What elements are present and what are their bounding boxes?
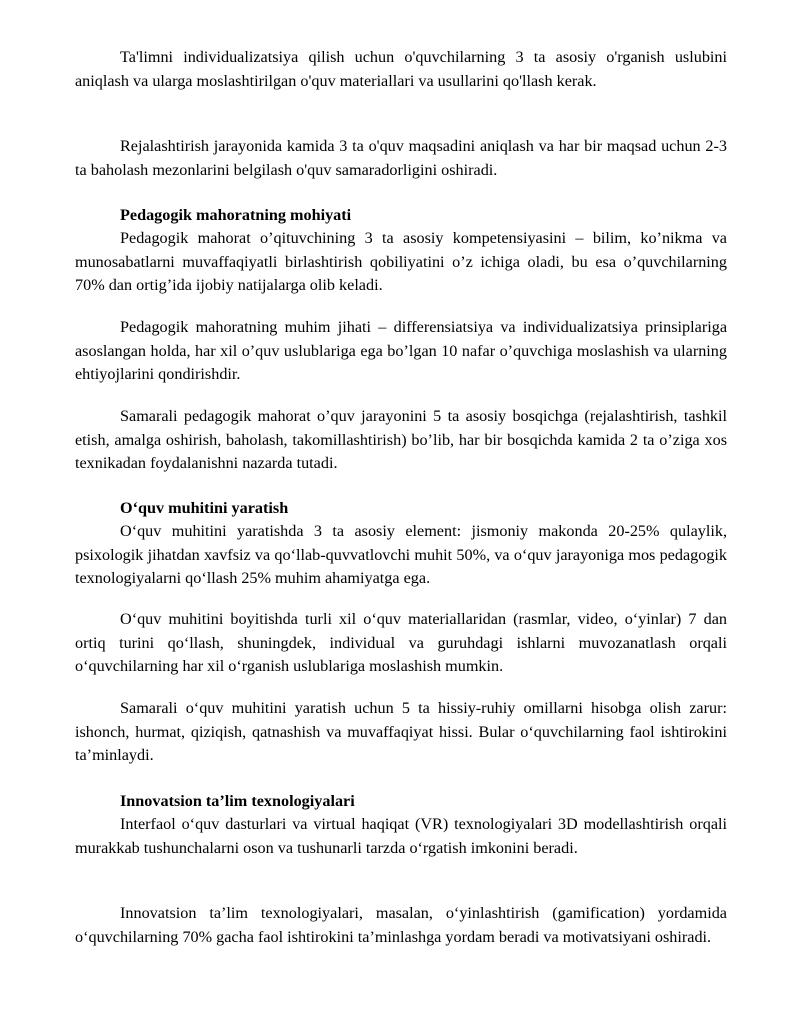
paragraph-mastery-differentiation: Pedagogik mahoratning muhim jihati – differensiatsiya va individualizatsiya prinsiplariga asoslangan holda, har xil o’quv uslublariga ega bo’lgan 10 nafar o’quvchiga moslashish va ularning ehtiyojlarini qondirishdir.	[75, 318, 727, 383]
paragraph-environment-materials: O‘quv muhitini boyitishda turli xil o‘quv materiallaridan (rasmlar, video, o‘yinlar) 7 dan ortiq turini qo‘llash, shuningdek, individual va guruhdagi ishlarni muvozanatlash orqali o‘quvchilarning har xil o‘rganish uslublariga moslashish mumkin.	[75, 610, 727, 675]
paragraph-individualization: Ta'limni individualizatsiya qilish uchun o'quvchilarning 3 ta asosiy o'rganish uslubini aniqlash va ularga moslashtirilgan o'quv materiallari va usullarini qo'llash kerak.	[75, 48, 727, 90]
paragraph-environment-elements: O‘quv muhitini yaratishda 3 ta asosiy element: jismoniy makonda 20-25% qulaylik, psixologik jihatdan xavfsiz va qo‘llab-quvvatlovchi muhit 50%, va o‘quv jarayoniga mos pedagogik texnologiyalarni qo‘llash 25% muhim ahamiyatga ega.	[75, 522, 727, 587]
heading-pedagogical-mastery: Pedagogik mahoratning mohiyati	[120, 206, 352, 224]
heading-innovative-technologies: Innovatsion ta’lim texnologiyalari	[120, 792, 355, 810]
paragraph-mastery-stages: Samarali pedagogik mahorat o’quv jarayonini 5 ta asosiy bosqichga (rejalashtirish, tashkil etish, amalga oshirish, baholash, takomillashtirish) bo’lib, har bir bosqichda kamida 2 ta o’ziga xos texnikadan foydalanishni nazarda tutadi.	[75, 407, 727, 472]
heading-learning-environment: O‘quv muhitini yaratish	[120, 499, 289, 517]
paragraph-technologies-vr: Interfaol o‘quv dasturlari va virtual haqiqat (VR) texnologiyalari 3D modellashtirish orqali murakkab tushunchalarni oson va tushunarli tarzda o‘rgatish imkonini beradi.	[75, 815, 727, 857]
paragraph-mastery-competencies: Pedagogik mahorat o’qituvchining 3 ta asosiy kompetensiyasini – bilim, ko’nikma va munosabatlarni muvaffaqiyatli birlashtirish qobiliyatini o’z ichiga oladi, bu esa o’quvchilarning 70% dan ortig’ida ijobiy natijalarga olib keladi.	[75, 229, 727, 294]
paragraph-planning: Rejalashtirish jarayonida kamida 3 ta o'quv maqsadini aniqlash va har bir maqsad uchun 2-3 ta baholash mezonlarini belgilash o'quv samaradorligini oshiradi.	[75, 137, 727, 179]
paragraph-environment-factors: Samarali o‘quv muhitini yaratish uchun 5 ta hissiy-ruhiy omillarni hisobga olish zarur: ishonch, hurmat, qiziqish, qatnashish va muvaffaqiyat hissi. Bular o‘quvchilarning faol ishtirokini ta’minlaydi.	[75, 699, 727, 764]
paragraph-technologies-gamification: Innovatsion ta’lim texnologiyalari, masalan, o‘yinlashtirish (gamification) yordamida o‘quvchilarning 70% gacha faol ishtirokini ta’minlashga yordam beradi va motivatsiyani oshiradi.	[75, 904, 727, 946]
